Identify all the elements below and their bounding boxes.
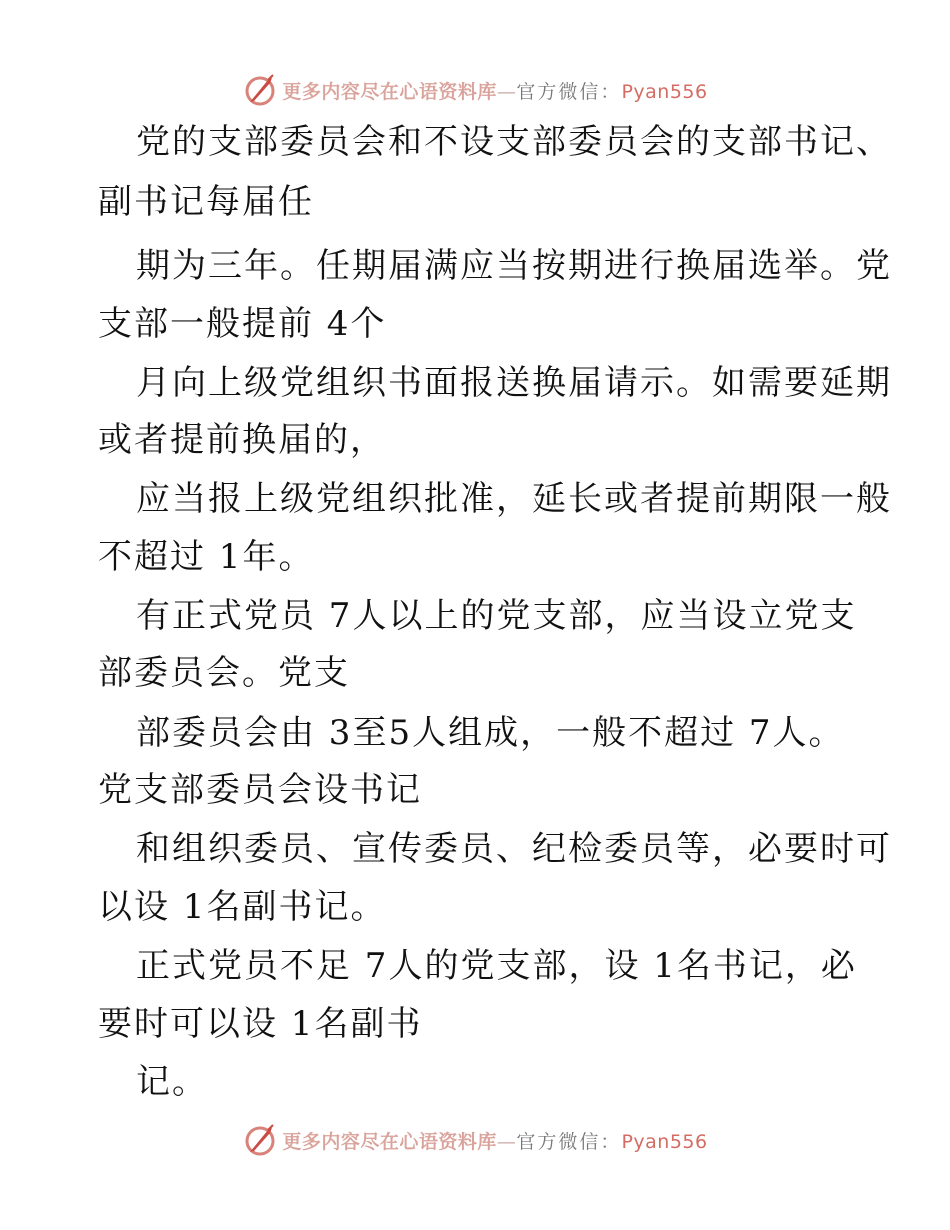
watermark-brand: 更多内容尽在心语资料库 [282, 1130, 497, 1153]
text-line: 部委员会由 3至5人组成，一般不超过 7人。 [136, 713, 845, 753]
text-line: 以设 1名副书记。 [98, 887, 387, 927]
text-line: 或者提前换届的， [98, 420, 386, 460]
text-line: 副书记每届任 [98, 182, 314, 222]
text-line: 部委员会。党支 [98, 653, 350, 693]
text-line: 期为三年。任期届满应当按期进行换届选举。党 [136, 246, 892, 286]
text-line: 党的支部委员会和不设支部委员会的支部书记、 [136, 122, 892, 162]
watermark-brand: 更多内容尽在心语资料库 [282, 80, 497, 103]
watermark-wechat-id: Pyan556 [621, 80, 708, 103]
text-line: 有正式党员 7人以上的党支部，应当设立党支 [136, 596, 857, 636]
text-line: 月向上级党组织书面报送换届请示。如需要延期 [136, 363, 892, 403]
footer-watermark [0, 1120, 950, 1160]
quill-pen-logo-icon [242, 72, 278, 108]
watermark-dash: — [496, 1130, 517, 1153]
watermark-wechat-id: Pyan556 [621, 1130, 708, 1153]
text-line: 记。 [136, 1062, 208, 1102]
text-line: 党支部委员会设书记 [98, 770, 422, 810]
text-line: 应当报上级党组织批准，延长或者提前期限一般 [136, 479, 892, 519]
watermark-official-label: 官方微信： [516, 80, 622, 103]
text-line: 和组织委员、宣传委员、纪检委员等，必要时可 [136, 829, 892, 869]
quill-pen-logo-icon [242, 1122, 278, 1158]
header-watermark [0, 70, 950, 110]
text-line: 要时可以设 1名副书 [98, 1004, 423, 1044]
text-line: 正式党员不足 7人的党支部，设 1名书记，必 [136, 946, 857, 986]
text-line: 支部一般提前 4个 [98, 304, 387, 344]
text-line: 不超过 1年。 [98, 537, 315, 577]
watermark-dash: — [496, 80, 517, 103]
watermark-official-label: 官方微信： [516, 1130, 622, 1153]
